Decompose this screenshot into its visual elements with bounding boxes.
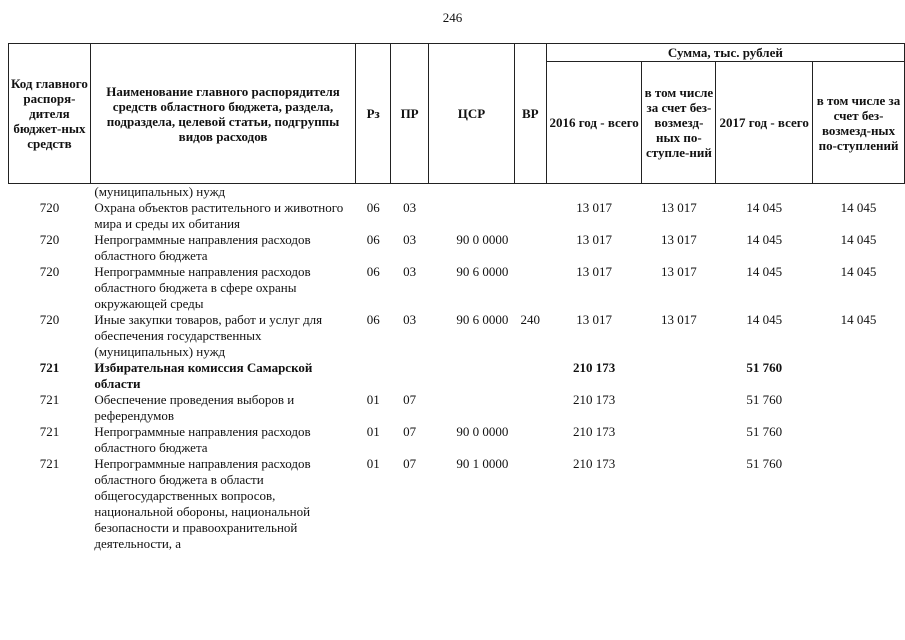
cell-rz [356, 360, 391, 392]
cell-vr [514, 184, 546, 201]
cell-vr [514, 200, 546, 232]
cell-total-2016: 210 173 [572, 424, 616, 439]
table-row [9, 424, 905, 456]
cell-code: 720 [39, 312, 60, 327]
cell-code: 721 [39, 360, 60, 375]
cell-csr: 90 0 0000 [456, 232, 509, 247]
cell-free-2016: 13 017 [661, 264, 697, 279]
cell-free-2016 [642, 360, 716, 392]
cell-vr [514, 232, 546, 264]
cell-code: 720 [39, 200, 60, 215]
table-row [9, 184, 905, 201]
cell-code: 721 [39, 456, 60, 471]
cell-rz: 06 [366, 200, 380, 215]
cell-pr [391, 184, 429, 201]
cell-code: 721 [39, 392, 60, 407]
table-row [9, 456, 905, 552]
cell-code [9, 184, 91, 201]
cell-name: Обеспечение проведения выборов и референдумов [94, 392, 295, 423]
cell-name: Иные закупки товаров, работ и услуг для обеспечения государственных (муниципальных) нужд [94, 312, 323, 359]
cell-pr: 07 [403, 456, 417, 471]
cell-free-2017 [813, 360, 905, 392]
cell-free-2016 [642, 424, 716, 456]
cell-code: 721 [39, 424, 60, 439]
cell-vr [514, 424, 546, 456]
cell-total-2016 [546, 184, 642, 201]
cell-rz: 01 [366, 392, 380, 407]
page-number: 246 [442, 10, 463, 25]
cell-total-2016: 13 017 [576, 200, 612, 215]
budget-table [8, 43, 905, 552]
cell-total-2017: 51 760 [746, 392, 783, 407]
cell-name: Избирательная комиссия Самарской области [94, 360, 313, 391]
cell-csr [429, 200, 515, 232]
cell-name: Непрограммные направления расходов областного бюджета [94, 232, 311, 263]
cell-csr: 90 6 0000 [456, 264, 509, 279]
header-code: Код главного распоря-дителя бюджет-ных средств [9, 44, 91, 184]
cell-rz: 01 [366, 456, 380, 471]
table-body [9, 184, 905, 553]
cell-free-2017: 14 045 [840, 312, 877, 327]
cell-total-2016: 210 173 [572, 360, 616, 375]
cell-csr: 90 1 0000 [456, 456, 509, 471]
cell-pr: 03 [403, 312, 417, 327]
cell-rz: 01 [366, 424, 380, 439]
cell-name: Непрограммные направления расходов областного бюджета [94, 424, 311, 455]
header-total-2016: 2016 год - всего [546, 62, 642, 184]
header-total-2017: 2017 год - всего [716, 62, 813, 184]
cell-free-2017: 14 045 [840, 200, 877, 215]
header-free-2016: в том числе за счет без-возмезд-ных по-ступле-ний [642, 62, 716, 184]
cell-total-2017: 14 045 [746, 232, 783, 247]
header-rz: Рз [356, 44, 391, 184]
cell-free-2016: 13 017 [661, 200, 697, 215]
header-free-2017: в том числе за счет без-возмезд-ных по-ступлений [813, 62, 905, 184]
cell-total-2017: 14 045 [746, 200, 783, 215]
cell-pr [391, 360, 429, 392]
cell-pr: 07 [403, 424, 417, 439]
table-row [9, 360, 905, 392]
table-row [9, 200, 905, 232]
cell-name: (муниципальных) нужд [94, 184, 226, 199]
header-csr: ЦСР [429, 44, 515, 184]
cell-free-2017: 14 045 [840, 232, 877, 247]
cell-free-2016 [642, 184, 716, 201]
table-row [9, 392, 905, 424]
cell-csr: 90 0 0000 [456, 424, 509, 439]
header-row [9, 44, 905, 62]
cell-csr [429, 184, 515, 201]
cell-free-2017 [813, 392, 905, 424]
cell-pr: 03 [403, 232, 417, 247]
cell-total-2017: 51 760 [746, 456, 783, 471]
cell-total-2016: 13 017 [576, 312, 612, 327]
cell-csr [429, 392, 515, 424]
cell-pr: 03 [403, 200, 417, 215]
cell-total-2016: 13 017 [576, 232, 612, 247]
cell-vr [514, 456, 546, 552]
cell-code: 720 [39, 264, 60, 279]
cell-free-2016 [642, 456, 716, 552]
cell-name: Охрана объектов растительного и животного мира и среды их обитания [94, 200, 344, 231]
cell-total-2017: 51 760 [746, 360, 783, 375]
table-row [9, 312, 905, 360]
cell-code: 720 [39, 232, 60, 247]
cell-rz: 06 [366, 232, 380, 247]
cell-pr: 03 [403, 264, 417, 279]
cell-csr [429, 360, 515, 392]
cell-total-2016: 13 017 [576, 264, 612, 279]
cell-rz [356, 184, 391, 201]
cell-total-2017: 14 045 [746, 264, 783, 279]
cell-pr: 07 [403, 392, 417, 407]
cell-free-2017 [813, 184, 905, 201]
cell-vr: 240 [520, 312, 541, 327]
table-row [9, 264, 905, 312]
cell-rz: 06 [366, 264, 380, 279]
cell-vr [514, 360, 546, 392]
cell-name: Непрограммные направления расходов областного бюджета в сфере охраны окружающей среды [94, 264, 311, 311]
header-pr: ПР [391, 44, 429, 184]
cell-free-2016 [642, 392, 716, 424]
cell-free-2017 [813, 456, 905, 552]
header-name: Наименование главного распорядителя средств областного бюджета, раздела, подраздела, целевой статьи, подгруппы видов расходов [90, 44, 355, 184]
cell-free-2017: 14 045 [840, 264, 877, 279]
cell-total-2016: 210 173 [572, 456, 616, 471]
cell-csr: 90 6 0000 [456, 312, 509, 327]
cell-free-2016: 13 017 [661, 232, 697, 247]
cell-free-2017 [813, 424, 905, 456]
cell-total-2016: 210 173 [572, 392, 616, 407]
cell-vr [514, 264, 546, 312]
cell-name: Непрограммные направления расходов областного бюджета в области общегосударственных вопросов, национальной обороны, национальной безопасности и правоохранительной деятельности, а [94, 456, 311, 551]
header-sum-group: Сумма, тыс. рублей [546, 44, 904, 62]
header-vr: ВР [514, 44, 546, 184]
cell-total-2017: 14 045 [746, 312, 783, 327]
cell-total-2017 [716, 184, 813, 201]
table-row [9, 232, 905, 264]
cell-vr [514, 392, 546, 424]
cell-total-2017: 51 760 [746, 424, 783, 439]
cell-free-2016: 13 017 [661, 312, 697, 327]
cell-rz: 06 [366, 312, 380, 327]
